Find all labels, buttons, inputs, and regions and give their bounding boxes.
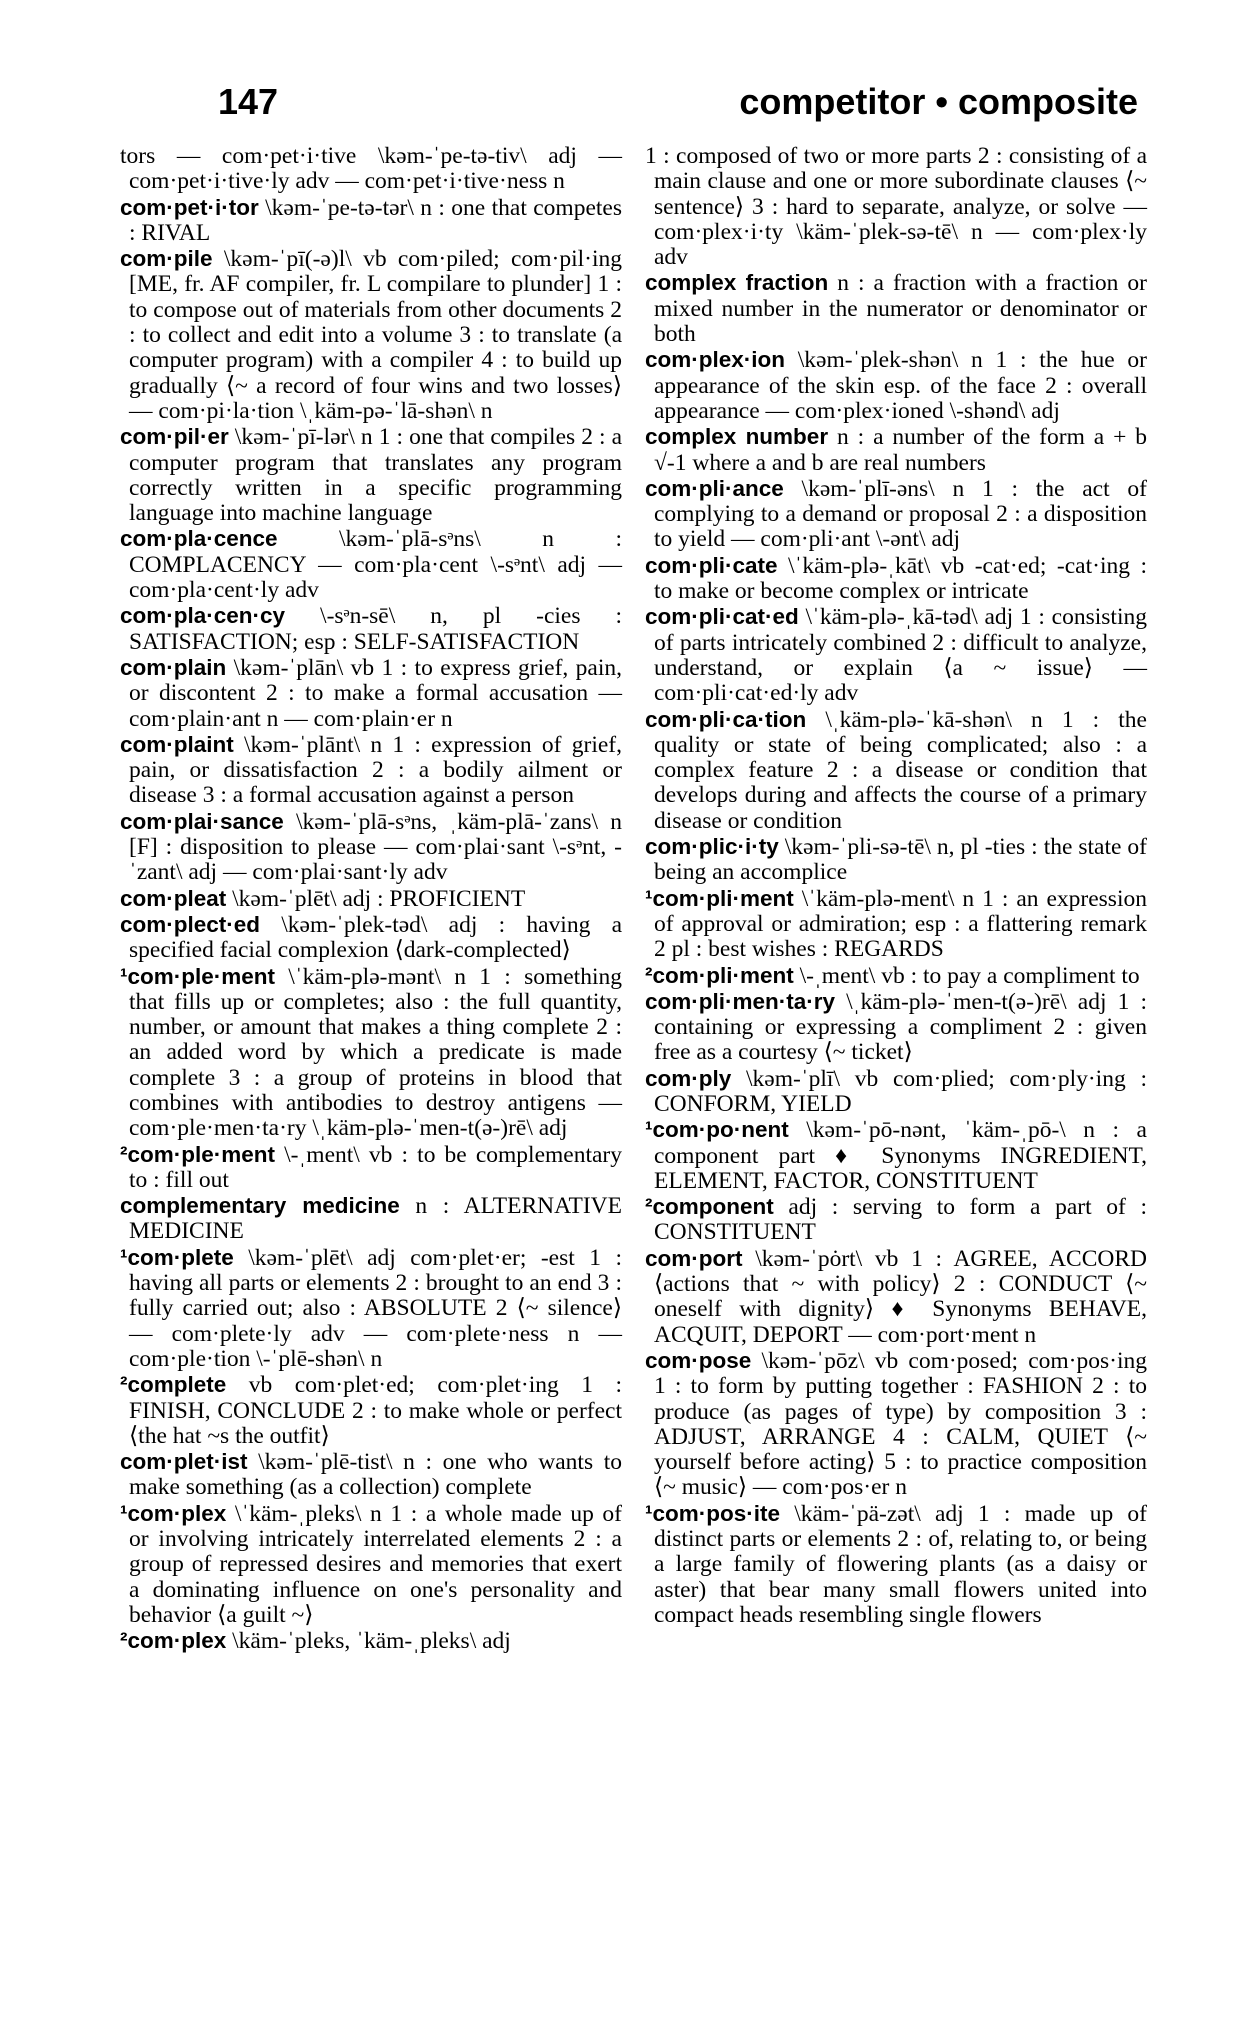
entry-headword: complex fraction — [645, 270, 829, 296]
dictionary-entry — [645, 424, 1147, 476]
entry-headword: com·plaint — [120, 731, 234, 757]
dictionary-entry — [645, 1246, 1147, 1348]
dictionary-entry — [120, 809, 622, 886]
entry-definition: \kəm-ˈplā-sᵊns, ˌkäm-plā-ˈzans\ n [F] : disposition to please — com·plai·sant \-sᵊnt, -ˈzant\ adj — com·plai·sant·ly adv — [129, 808, 622, 886]
dictionary-entry — [645, 1117, 1147, 1194]
entry-definition: \kəm-ˈpōz\ vb com·posed; com·pos·ing 1 : to form by putting together : FASHION 2 : to produce (as pages of type) by composition 3 : ADJUST, ARRANGE 4 : CALM, QUIET ⟨~ yourself before acting⟩ 5 : to practice composition ⟨~ music⟩ — com·pos·er n — [654, 1347, 1147, 1501]
dictionary-entry — [645, 604, 1147, 706]
entry-definition: \kəm-ˈplānt\ n 1 : expression of grief, pain, or dissatisfaction 2 : a bodily ailment or disease 3 : a formal accusation against a person — [129, 731, 622, 809]
entry-headword: com·port — [645, 1245, 743, 1271]
entry-headword: com·pet·i·tor — [120, 194, 259, 220]
entry-headword: com·plet·ist — [120, 1449, 248, 1475]
dictionary-entry — [120, 195, 622, 247]
entry-definition: \kəm-ˈplek-shən\ n 1 : the hue or appearance of the skin esp. of the face 2 : overall appearance — com·plex·ioned \-shənd\ adj — [654, 347, 1147, 424]
right-column — [645, 144, 1147, 1628]
entry-headword: com·pli·men·ta·ry — [645, 988, 836, 1014]
entry-headword: ¹com·po·nent — [645, 1117, 789, 1143]
dictionary-entry — [120, 144, 622, 195]
entry-headword: com·plai·sance — [120, 808, 284, 834]
entry-definition: \kəm-ˈpȯrt\ vb 1 : AGREE, ACCORD ⟨actions that ~ with policy⟩ 2 : CONDUCT ⟨~ oneself with dignity⟩ ♦ Synonyms BEHAVE, ACQUIT, DEPORT — com·port·ment n — [654, 1245, 1147, 1348]
entry-definition: \kəm-ˈplē-tist\ n : one who wants to make something (as a collection) complete — [129, 1449, 622, 1501]
entry-definition: \-ˌment\ vb : to pay a compliment to — [793, 962, 1140, 989]
dictionary-entry — [645, 553, 1147, 605]
entry-definition: \kəm-ˈpī-lər\ n 1 : one that compiles 2 : a computer program that translates any program correctly written in a specific programming language into machine language — [129, 424, 622, 527]
entry-headword: com·pleat — [120, 885, 227, 911]
dictionary-entry — [645, 476, 1147, 553]
dictionary-entry — [645, 1066, 1147, 1118]
entry-headword: ²com·plex — [120, 1628, 227, 1654]
entry-definition: \kəm-ˈplek-təd\ adj : having a specified facial complexion ⟨dark-complected⟩ — [129, 911, 622, 964]
entry-headword: com·plic·i·ty — [645, 834, 779, 860]
entry-definition: \ˈkäm-plə-mənt\ n 1 : something that fills up or completes; also : the full quantity, number, or amount that makes a thing complete 2 : an added word by which a predicate is made complete 3 : a group of proteins in blood that combines with antibodies to destroy antigens — com·ple·men·ta·ry \ˌkäm-plə-ˈmen-t(ə-)rē\ adj — [129, 963, 622, 1142]
entry-definition: \kəm-ˈplā-sᵊns\ n : COMPLACENCY — com·pla·cent \-sᵊnt\ adj — com·pla·cent·ly adv — [129, 526, 622, 604]
dictionary-entry — [120, 912, 622, 964]
entry-headword: ¹com·ple·ment — [120, 963, 276, 989]
dictionary-entry — [645, 1348, 1147, 1501]
dictionary-entry — [645, 270, 1147, 347]
entry-headword: com·pla·cence — [120, 526, 278, 552]
entry-definition: \ˌkäm-plə-ˈkā-shən\ n 1 : the quality or state of being complicated; also : a complex feature 2 : a disease or condition that develops during and affects the course of a primary disease or condition — [654, 706, 1147, 834]
entry-definition: \kəm-ˈpe-tə-tər\ n : one that competes : RIVAL — [129, 194, 622, 246]
entry-headword: com·pile — [120, 246, 213, 272]
entry-definition: \ˈkäm-ˌpleks\ n 1 : a whole made up of or involving intricately interrelated elements 2 : a group of repressed desires and memories that exert a dominating influence on one's personality and behavior ⟨a guilt ~⟩ — [129, 1500, 622, 1628]
entry-headword: com·pla·cen·cy — [120, 603, 286, 629]
dictionary-entry — [120, 1449, 622, 1501]
entry-headword: com·pli·ca·tion — [645, 706, 807, 732]
guide-words: competitor • composite — [739, 81, 1138, 122]
entry-definition: \kəm-ˈplī-əns\ n 1 : the act of complying to a demand or proposal 2 : a disposition to yield — com·pli·ant \-ənt\ adj — [654, 475, 1147, 553]
entry-headword: com·pil·er — [120, 424, 229, 450]
entry-headword: complementary medicine — [120, 1193, 400, 1219]
dictionary-entry — [120, 424, 622, 526]
entry-headword: complex number — [645, 424, 829, 450]
entry-headword: com·pli·ance — [645, 475, 784, 501]
entry-definition: \-ˌment\ vb : to be complementary to : fill out — [129, 1141, 622, 1193]
dictionary-entry — [645, 963, 1147, 989]
page-header — [0, 80, 1238, 130]
entry-definition: \kəm-ˈpī(-ə)l\ vb com·piled; com·pil·ing [ME, fr. AF compiler, fr. L compilare to plunder] 1 : to compose out of materials from other documents 2 : to collect and edit into a volume 3 : to translate (a computer program) with a compiler 4 : to build up gradually ⟨~ a record of four wins and two losses⟩ — com·pi·la·tion \ˌkäm-pə-ˈlā-shən\ n — [129, 246, 622, 424]
entry-definition: \-sᵊn-sē\ n, pl -cies : SATISFACTION; esp : SELF-SATISFACTION — [129, 603, 622, 655]
entry-definition: tors — com·pet·i·tive \kəm-ˈpe-tə-tiv\ adj — com·pet·i·tive·ly adv — com·pet·i·tive·ness n — [120, 143, 622, 195]
dictionary-entry — [120, 964, 622, 1142]
dictionary-entry — [645, 834, 1147, 886]
dictionary-entry — [645, 886, 1147, 963]
entry-headword: com·pli·cat·ed — [645, 604, 799, 630]
entry-headword: ¹com·pli·ment — [645, 885, 794, 911]
entry-definition: \käm-ˈpleks, ˈkäm-ˌpleks\ adj — [226, 1628, 511, 1655]
entry-definition: \kəm-ˈplēt\ adj com·plet·er; -est 1 : having all parts or elements 2 : brought to an end 3 : fully carried out; also : ABSOLUTE 2 ⟨~ silence⟩ — com·plete·ly adv — com·plete·ness n — com·ple·tion \-ˈplē-shən\ n — [129, 1244, 622, 1372]
dictionary-entry — [120, 1628, 622, 1654]
entry-definition: n : a fraction with a fraction or mixed number in the numerator or denominator or both — [654, 270, 1148, 348]
entry-definition: n : a number of the form a + b √-1 where a and b are real numbers — [654, 424, 1147, 476]
entry-definition: \kəm-ˈplī\ vb com·plied; com·ply·ing : CONFORM, YIELD — [654, 1065, 1147, 1117]
entry-headword: com·pose — [645, 1347, 752, 1373]
entry-headword: com·plect·ed — [120, 911, 261, 937]
dictionary-entry — [120, 886, 622, 912]
entry-headword: ²com·pli·ment — [645, 962, 794, 988]
entry-definition: \ˈkäm-plə-ment\ n 1 : an expression of approval or admiration; esp : a flattering remark 2 pl : best wishes : REGARDS — [654, 885, 1147, 963]
entry-definition: 1 : composed of two or more parts 2 : consisting of a main clause and one or more subordinate clauses ⟨~ sentence⟩ 3 : hard to separate, analyze, or solve — com·plex·i·ty \käm-ˈplek-sə-tē\ n — com·plex·ly adv — [645, 143, 1147, 271]
entry-headword: com·plex·ion — [645, 347, 786, 373]
dictionary-entry — [120, 655, 622, 732]
dictionary-entry — [645, 707, 1147, 834]
entry-definition: \kəm-ˈpli-sə-tē\ n, pl -ties : the state of being an accomplice — [654, 834, 1147, 886]
dictionary-entry — [645, 1194, 1147, 1246]
entry-definition: \ˈkäm-plə-ˌkā-təd\ adj 1 : consisting of parts intricately combined 2 : difficult to analyze, understand, or explain ⟨a ~ issue⟩ — com·pli·cat·ed·ly adv — [654, 604, 1147, 707]
dictionary-entry — [645, 144, 1147, 270]
entry-headword: ¹com·pos·ite — [645, 1500, 780, 1526]
entry-definition: \kəm-ˈplān\ vb 1 : to express grief, pain, or discontent 2 : to make a formal accusation — com·plain·ant n — com·plain·er n — [129, 654, 622, 732]
entry-headword: ²component — [645, 1194, 774, 1220]
entry-definition: n : ALTERNATIVE MEDICINE — [129, 1193, 622, 1245]
left-column — [120, 144, 622, 1655]
entry-headword: ²complete — [120, 1372, 227, 1398]
dictionary-entry — [120, 732, 622, 809]
entry-headword: ¹com·plex — [120, 1500, 227, 1526]
dictionary-entry — [120, 1501, 622, 1628]
entry-headword: ²com·ple·ment — [120, 1141, 276, 1167]
entry-headword: com·pli·cate — [645, 552, 778, 578]
entry-definition: \kəm-ˈplēt\ adj : PROFICIENT — [226, 885, 526, 912]
dictionary-entry — [120, 1193, 622, 1245]
dictionary-entry — [645, 347, 1147, 424]
page-number: 147 — [218, 81, 279, 122]
entry-definition: adj : serving to form a part of : CONSTITUENT — [654, 1194, 1147, 1246]
entry-definition: vb com·plet·ed; com·plet·ing 1 : FINISH, CONCLUDE 2 : to make whole or perfect ⟨the hat ~s the outfit⟩ — [129, 1372, 622, 1449]
entry-definition: \ˈkäm-plə-ˌkāt\ vb -cat·ed; -cat·ing : to make or become complex or intricate — [654, 552, 1147, 605]
entry-definition: \kəm-ˈpō-nənt, ˈkäm-ˌpō-\ n : a component part ♦ Synonyms INGREDIENT, ELEMENT, FACTOR, CONSTITUENT — [654, 1117, 1147, 1194]
entry-headword: com·plain — [120, 654, 227, 680]
dictionary-entry — [120, 1142, 622, 1194]
entry-headword: com·ply — [645, 1065, 732, 1091]
dictionary-entry — [120, 1372, 622, 1449]
dictionary-entry — [120, 1245, 622, 1372]
dictionary-entry — [645, 1501, 1147, 1628]
entry-definition: \käm-ˈpä-zət\ adj 1 : made up of distinct parts or elements 2 : of, relating to, or being a large family of flowering plants (as a daisy or aster) that bear many small flowers united into compact heads resembling single flowers — [654, 1500, 1147, 1628]
entry-definition: \ˌkäm-plə-ˈmen-t(ə-)rē\ adj 1 : containing or expressing a compliment 2 : given free as a courtesy ⟨~ ticket⟩ — [654, 988, 1147, 1066]
dictionary-entry — [120, 603, 622, 655]
dictionary-entry — [120, 246, 622, 424]
entry-headword: ¹com·plete — [120, 1244, 234, 1270]
dictionary-entry — [120, 526, 622, 603]
dictionary-entry — [645, 989, 1147, 1066]
